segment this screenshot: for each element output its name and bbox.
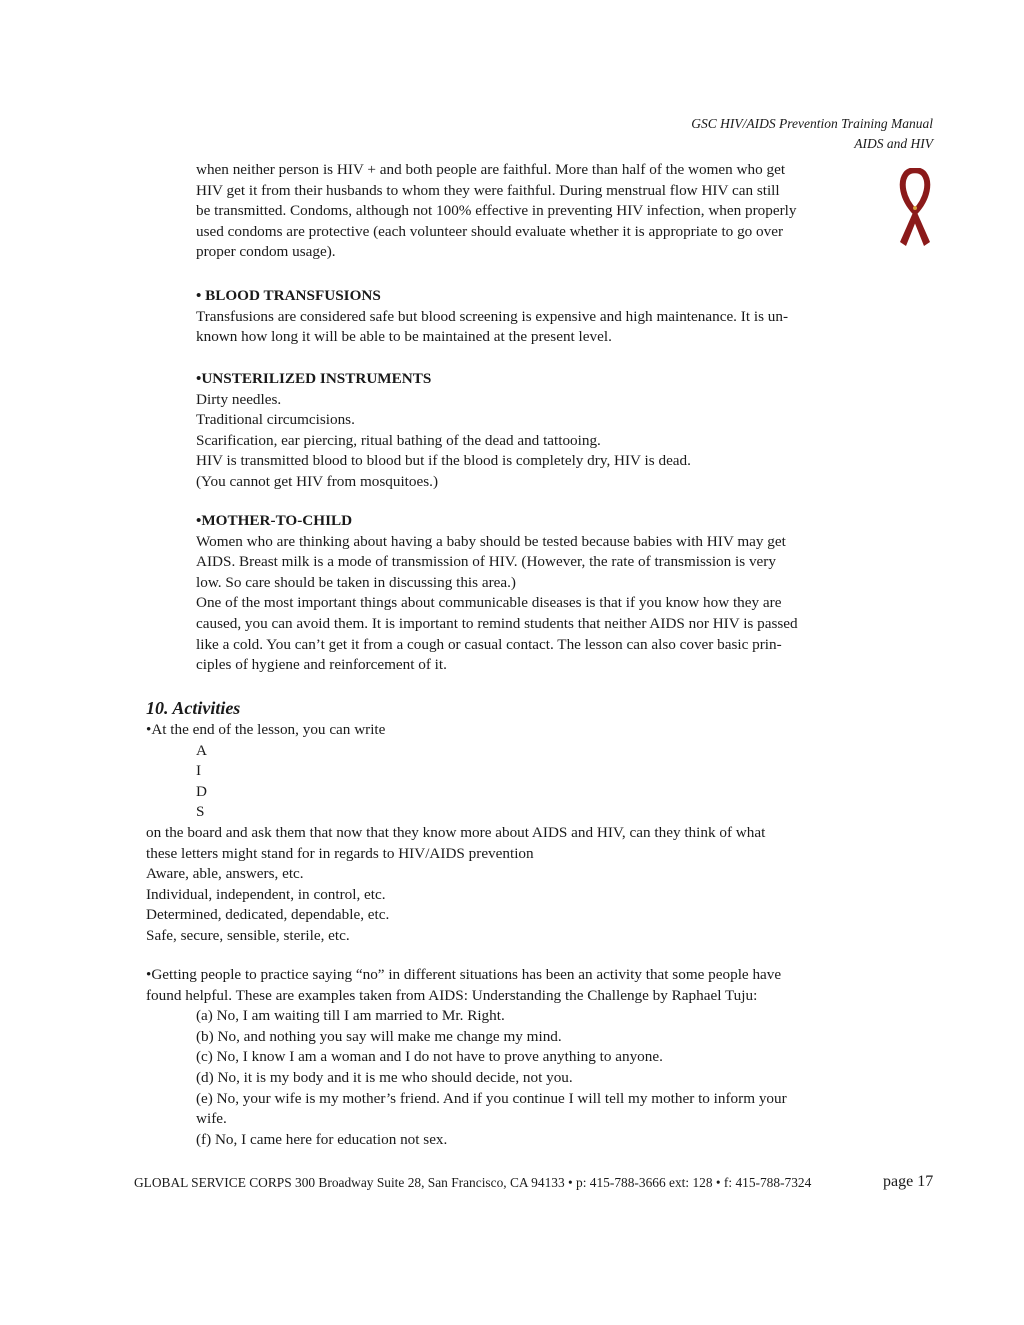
intro-line: when neither person is HIV + and both people are faithful. More than half of the women who get (196, 161, 786, 178)
intro-line: proper condom usage). (196, 243, 336, 261)
intro-line: be transmitted. Condoms, although not 100% effective in preventing HIV infection, when properly (196, 202, 797, 220)
instruments-line: Dirty needles. (196, 390, 282, 408)
no-example: (a) No, I am waiting till I am married to Mr. Right. (196, 1007, 505, 1025)
mother-line: like a cold. You can’t get it from a cough or casual contact. The lesson can also cover basic prin- (196, 635, 782, 653)
blood-transfusions-title: • BLOOD TRANSFUSIONS (196, 287, 381, 304)
instruments-line: HIV is transmitted blood to blood but if the blood is completely dry, HIV is dead. (196, 452, 691, 470)
acronym-letter: I (196, 762, 202, 780)
acronym-letter: D (196, 782, 207, 800)
footer-contact: GLOBAL SERVICE CORPS 300 Broadway Suite 28, San Francisco, CA 94133 • p: 415-788-3666 ext: 128 • f: 415-788-7324 (134, 1175, 812, 1190)
mother-line: AIDS. Breast milk is a mode of transmission of HIV. (However, the rate of transmission is very (196, 553, 776, 571)
activities-intro: •At the end of the lesson, you can write (146, 721, 386, 738)
board-line: Determined, dedicated, dependable, etc. (146, 906, 390, 924)
instruments-line: Scarification, ear piercing, ritual bathing of the dead and tattooing. (196, 431, 601, 449)
board-line: Aware, able, answers, etc. (146, 865, 304, 883)
intro-line: used condoms are protective (each volunteer should evaluate whether it is appropriate to go over (196, 222, 784, 240)
no-example: (d) No, it is my body and it is me who should decide, not you. (196, 1069, 573, 1086)
page-number: page 17 (883, 1173, 934, 1190)
manual-title: GSC HIV/AIDS Prevention Training Manual (691, 116, 933, 131)
board-line: Individual, independent, in control, etc. (146, 885, 386, 903)
blood-line: known how long it will be able to be maintained at the present level. (196, 328, 612, 346)
mother-line: caused, you can avoid them. It is important to remind students that neither AIDS nor HIV is passed (196, 615, 798, 632)
intro-line: HIV get it from their husbands to whom they were faithful. During menstrual flow HIV can still (196, 181, 780, 199)
mother-to-child-title: •MOTHER-TO-CHILD (196, 512, 353, 529)
no-intro-line: found helpful. These are examples taken from AIDS: Understanding the Challenge by Raphael Tuju: (146, 986, 758, 1004)
mother-line: One of the most important things about communicable diseases is that if you know how they are (196, 594, 782, 612)
acronym-letter: S (196, 803, 205, 821)
no-example: (f) No, I came here for education not sex. (196, 1130, 448, 1148)
no-example: wife. (196, 1110, 227, 1128)
mother-line: Women who are thinking about having a baby should be tested because babies with HIV may get (196, 532, 786, 550)
no-example: (e) No, your wife is my mother’s friend. And if you continue I will tell my mother to inform your (196, 1089, 787, 1107)
no-example: (c) No, I know I am a woman and I do not have to prove anything to anyone. (196, 1048, 663, 1066)
blood-line: Transfusions are considered safe but blood screening is expensive and high maintenance. It is un- (196, 307, 789, 325)
board-line: these letters might stand for in regards to HIV/AIDS prevention (146, 844, 534, 862)
mother-line: ciples of hygiene and reinforcement of it. (196, 656, 447, 674)
instruments-line: (You cannot get HIV from mosquitoes.) (196, 473, 438, 490)
section-title: AIDS and HIV (854, 136, 933, 151)
no-example: (b) No, and nothing you say will make me change my mind. (196, 1027, 562, 1045)
instruments-line: Traditional circumcisions. (196, 411, 355, 429)
instruments-title: •UNSTERILIZED INSTRUMENTS (196, 370, 432, 387)
acronym-letter: A (196, 741, 207, 759)
mother-line: low. So care should be taken in discussing this area.) (196, 573, 516, 591)
no-intro-line: •Getting people to practice saying “no” in different situations has been an activity that some people have (146, 966, 782, 983)
board-line: on the board and ask them that now that they know more about AIDS and HIV, can they think of what (146, 824, 766, 841)
red-ribbon-icon (894, 168, 936, 248)
activities-heading: 10. Activities (146, 698, 241, 718)
board-line: Safe, secure, sensible, sterile, etc. (146, 927, 350, 944)
